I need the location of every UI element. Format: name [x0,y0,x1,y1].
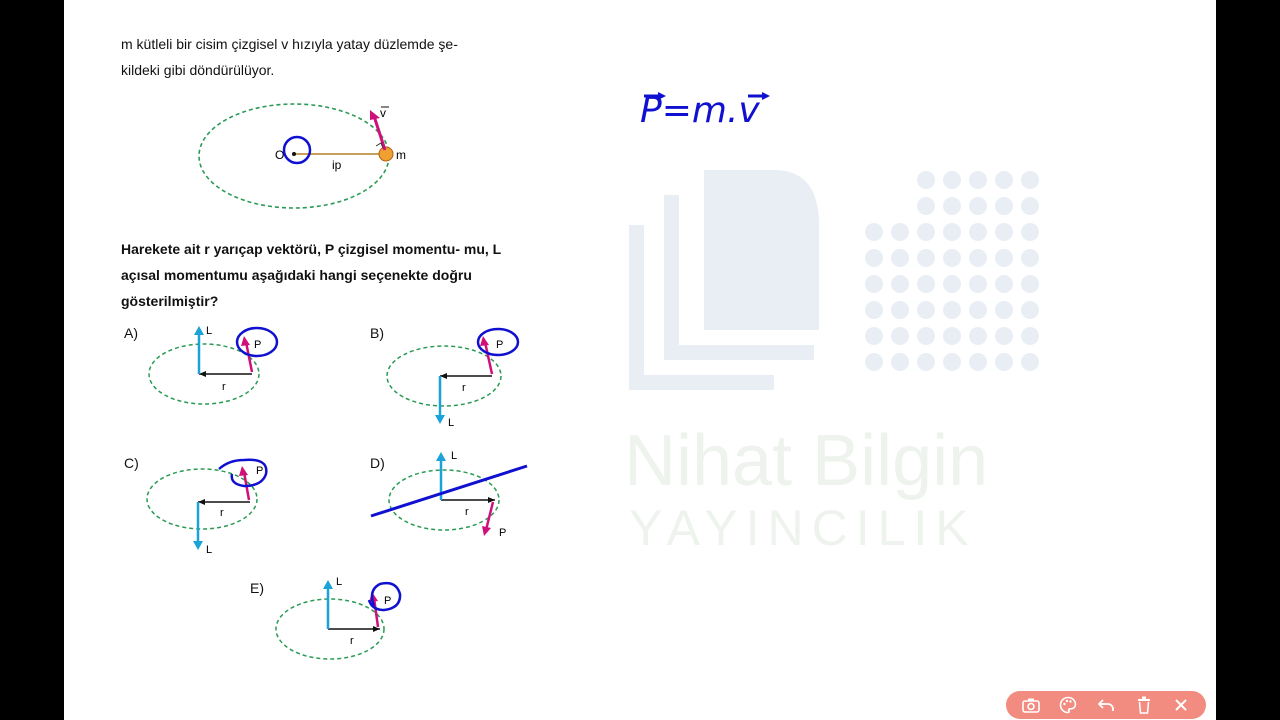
p-vector-label: P [384,595,392,607]
watermark-logo [624,165,1044,565]
l-vector-label: L [206,544,213,556]
intro-line-2: kildeki gibi döndürülüyor. [121,62,275,78]
question-prompt: Harekete ait r yarıçap vektörü, P çizgisel momentu- mu, L açısal momentumu aşağıdaki hangi seçenekte doğru gösterilmiştir? [121,241,501,309]
r-vector-label: r [222,381,226,393]
motion-figure [194,100,434,215]
option-c-figure[interactable] [144,450,289,560]
r-vector-label: r [462,382,466,394]
r-vector-label: r [350,635,354,647]
close-icon[interactable] [1170,694,1192,716]
p-vector-label: P [256,465,264,477]
l-vector-label: L [206,325,213,337]
v-label: v [380,106,386,120]
watermark-line1: Nihat Bilgin [624,421,989,501]
o-label: O [275,148,285,162]
annotation-toolbar [1006,691,1206,719]
formula-text: P=m.v [640,90,760,131]
undo-icon[interactable] [1095,694,1117,716]
rope-label: ip [332,158,342,172]
palette-icon[interactable] [1057,694,1079,716]
watermark-line2: YAYINCILIK [629,500,977,556]
option-a-label[interactable]: A) [124,325,138,341]
camera-icon[interactable] [1020,694,1042,716]
r-vector-label: r [465,506,469,518]
p-vector-label: P [254,339,262,351]
question-intro [121,31,511,83]
option-b-figure[interactable] [384,318,529,430]
intro-line-1: m kütleli bir cisim çizgisel v hızıyla yatay düzlemde şe- [121,36,458,52]
option-e-label[interactable]: E) [250,580,264,596]
document-page [64,0,1216,720]
l-vector-label: L [451,450,458,462]
option-d-figure[interactable] [369,442,539,542]
p-vector-label: P [496,339,504,351]
option-e-figure[interactable] [274,570,414,665]
p-vector-label: P [499,527,507,539]
m-label: m [396,148,406,162]
option-c-label[interactable]: C) [124,455,139,471]
option-b-label[interactable]: B) [370,325,384,341]
option-a-figure[interactable] [144,318,284,410]
r-vector-label: r [220,507,224,519]
l-vector-label: L [336,576,343,588]
option-d-label[interactable]: D) [370,455,385,471]
l-vector-label: L [448,417,455,429]
trash-icon[interactable] [1133,694,1155,716]
